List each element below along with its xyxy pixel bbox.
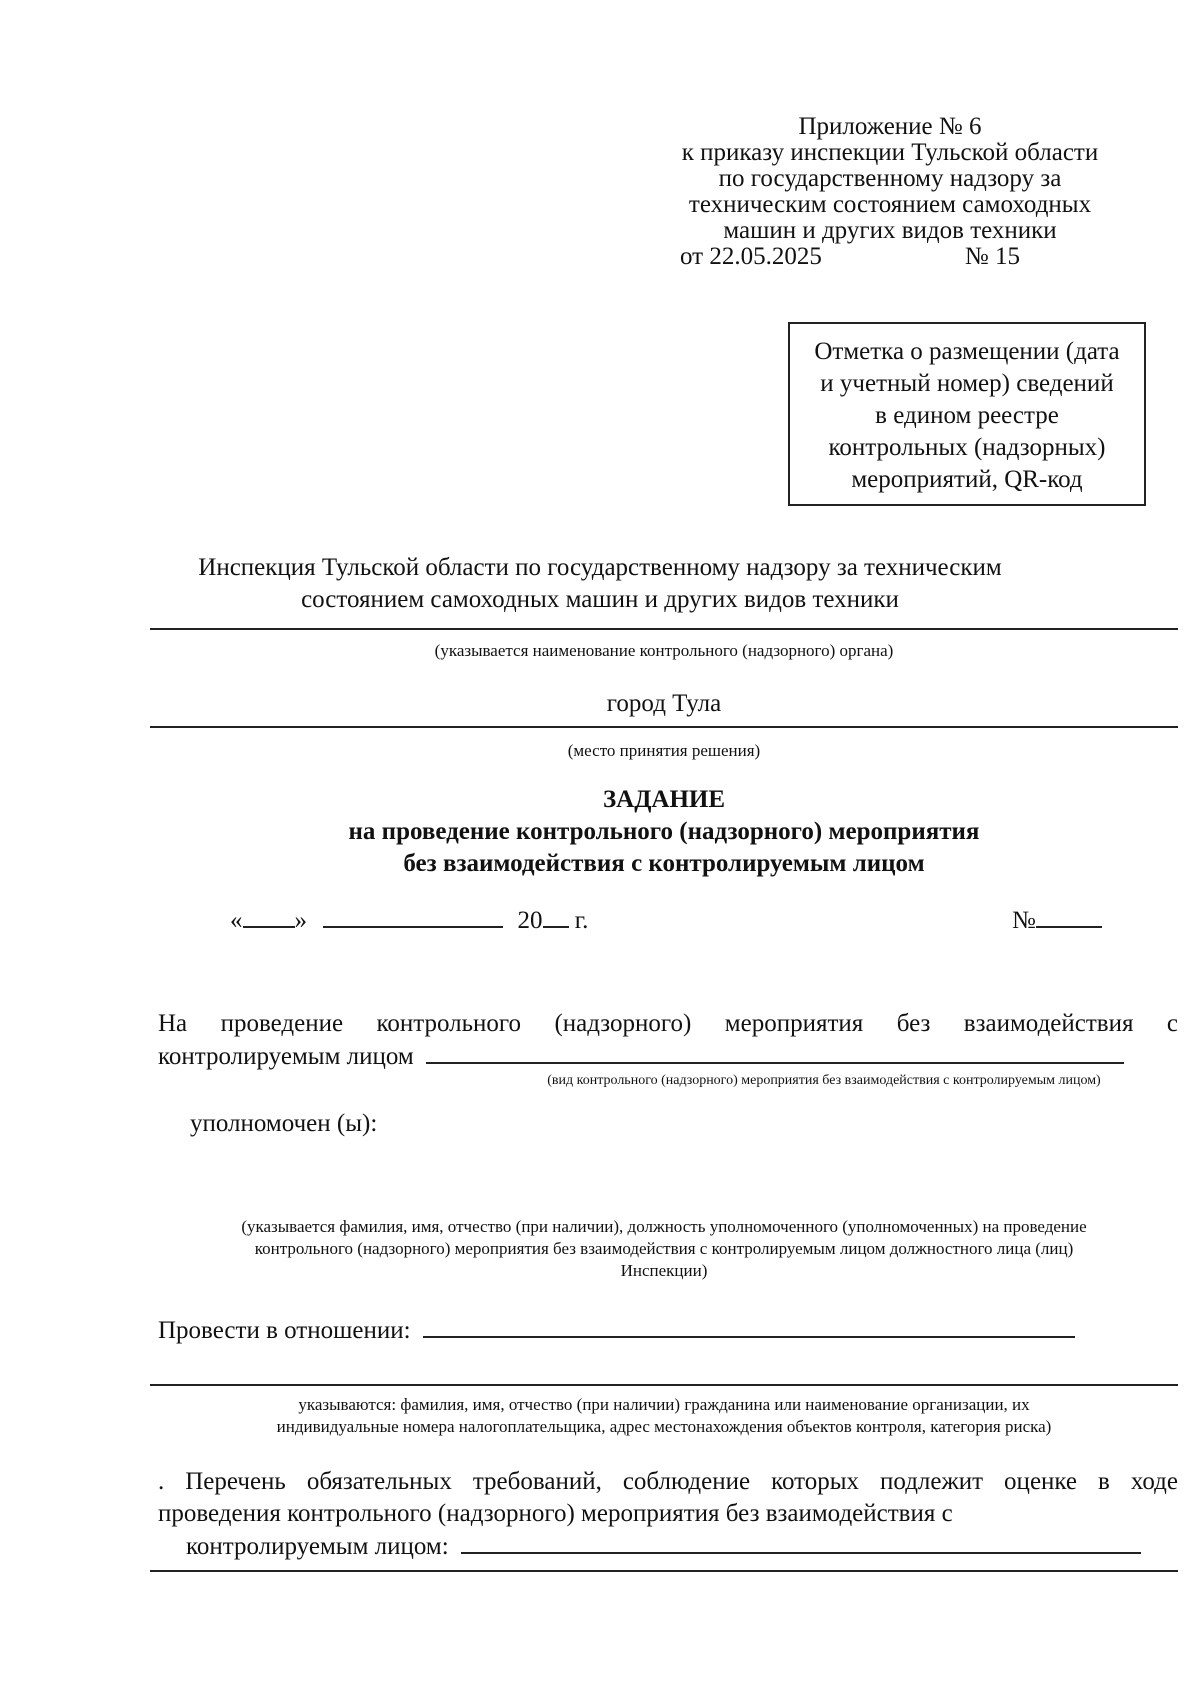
appendix-line-2: к приказу инспекции Тульской области: [681, 139, 1099, 166]
registry-line-3: в едином реестре: [875, 402, 1059, 429]
organization-rule: [150, 628, 1178, 630]
conduct-rule: [150, 1384, 1178, 1386]
title-line-3: без взаимодействия с контролируемым лицом: [403, 850, 925, 877]
appendix-line-3: по государственному надзору за: [718, 165, 1062, 192]
number-label: №: [1012, 904, 1102, 937]
appendix-line-4: техническим состоянием самоходных: [688, 191, 1092, 218]
authorized-caption: [150, 1216, 1178, 1282]
place-value: город Тула: [606, 690, 722, 717]
registry-line-1: Отметка о размещении (дата: [814, 338, 1120, 365]
organization-line-2: состоянием самоходных машин и других видов техники: [301, 586, 899, 613]
para1-line-2: контролируемым лицом: [158, 1043, 414, 1070]
registry-line-5: мероприятий, QR-код: [851, 466, 1083, 493]
place-caption: (место принятия решения): [567, 741, 761, 760]
authorized-caption-line-1: (указывается фамилия, имя, отчество (при наличии), должность уполномоченного (уполномоченных) на проведение: [241, 1217, 1087, 1236]
requirements-line-1: . Перечень обязательных требований, соблюдение которых подлежит оценке в ходе: [158, 1468, 1178, 1495]
conduct-subject-blank[interactable]: [423, 1314, 1075, 1338]
appendix-line-5: машин и других видов техники: [723, 217, 1057, 244]
requirements-line-2: проведения контрольного (надзорного) мероприятия без взаимодействия с: [158, 1500, 953, 1527]
registry-line-2: и учетный номер) сведений: [820, 370, 1114, 397]
date-open-quote: «: [230, 907, 243, 934]
requirements-line-3-row: [186, 1530, 1178, 1564]
date-line: [230, 904, 1150, 938]
number-blank[interactable]: [1036, 904, 1102, 928]
appendix-date: от 22.05.2025: [680, 243, 822, 270]
appendix-line-1: Приложение № 6: [798, 113, 982, 140]
registry-line-4: контрольных (надзорных): [828, 434, 1106, 461]
month-blank[interactable]: [323, 904, 503, 928]
control-type-caption: (вид контрольного (надзорного) мероприятия без взаимодействия с контролируемым лицом): [547, 1073, 1101, 1088]
requirements-line-3: контролируемым лицом:: [186, 1533, 449, 1560]
para1-line-1: На проведение контрольного (надзорного) мероприятия без взаимодействия с: [158, 1010, 1178, 1037]
year-suffix: г.: [574, 907, 589, 934]
registry-mark-box: [788, 322, 1146, 506]
day-blank[interactable]: [243, 904, 295, 928]
requirements-rule: [150, 1570, 1178, 1572]
conduct-row: [158, 1314, 1158, 1348]
conduct-label: Провести в отношении:: [158, 1317, 411, 1344]
title-line-2: на проведение контрольного (надзорного) мероприятия: [348, 818, 980, 845]
document-title: [150, 784, 1178, 880]
control-type-blank[interactable]: [426, 1040, 1124, 1064]
organization-caption: (указывается наименование контрольного (надзорного) органа): [434, 641, 894, 660]
appendix-header: [640, 114, 1140, 270]
para1-line-2-row: [158, 1040, 1158, 1074]
conduct-caption: [150, 1394, 1178, 1438]
title-line-1: ЗАДАНИЕ: [602, 786, 726, 813]
conduct-caption-line-2: индивидуальные номера налогоплательщика, адрес местонахождения объектов контроля, категория риска): [276, 1417, 1052, 1436]
date-close-quote: »: [294, 907, 307, 934]
organization-line-1: Инспекция Тульской области по государственному надзору за техническим: [198, 554, 1002, 581]
authorized-caption-line-2: контрольного (надзорного) мероприятия без взаимодействия с контролируемым лицом должностного лица (лиц): [254, 1239, 1074, 1258]
authorized-label: уполномочен (ы):: [190, 1110, 378, 1137]
place-rule: [150, 726, 1178, 728]
appendix-date-row: [640, 244, 1140, 270]
appendix-number: № 15: [964, 243, 1020, 270]
requirements-blank[interactable]: [461, 1530, 1141, 1554]
year-prefix: 20: [517, 907, 543, 934]
organization-name: [150, 552, 1050, 616]
conduct-caption-line-1: указываются: фамилия, имя, отчество (при наличии) гражданина или наименование организации, их: [298, 1395, 1030, 1414]
authorized-caption-line-3: Инспекции): [620, 1261, 708, 1280]
year-blank[interactable]: [543, 904, 569, 928]
